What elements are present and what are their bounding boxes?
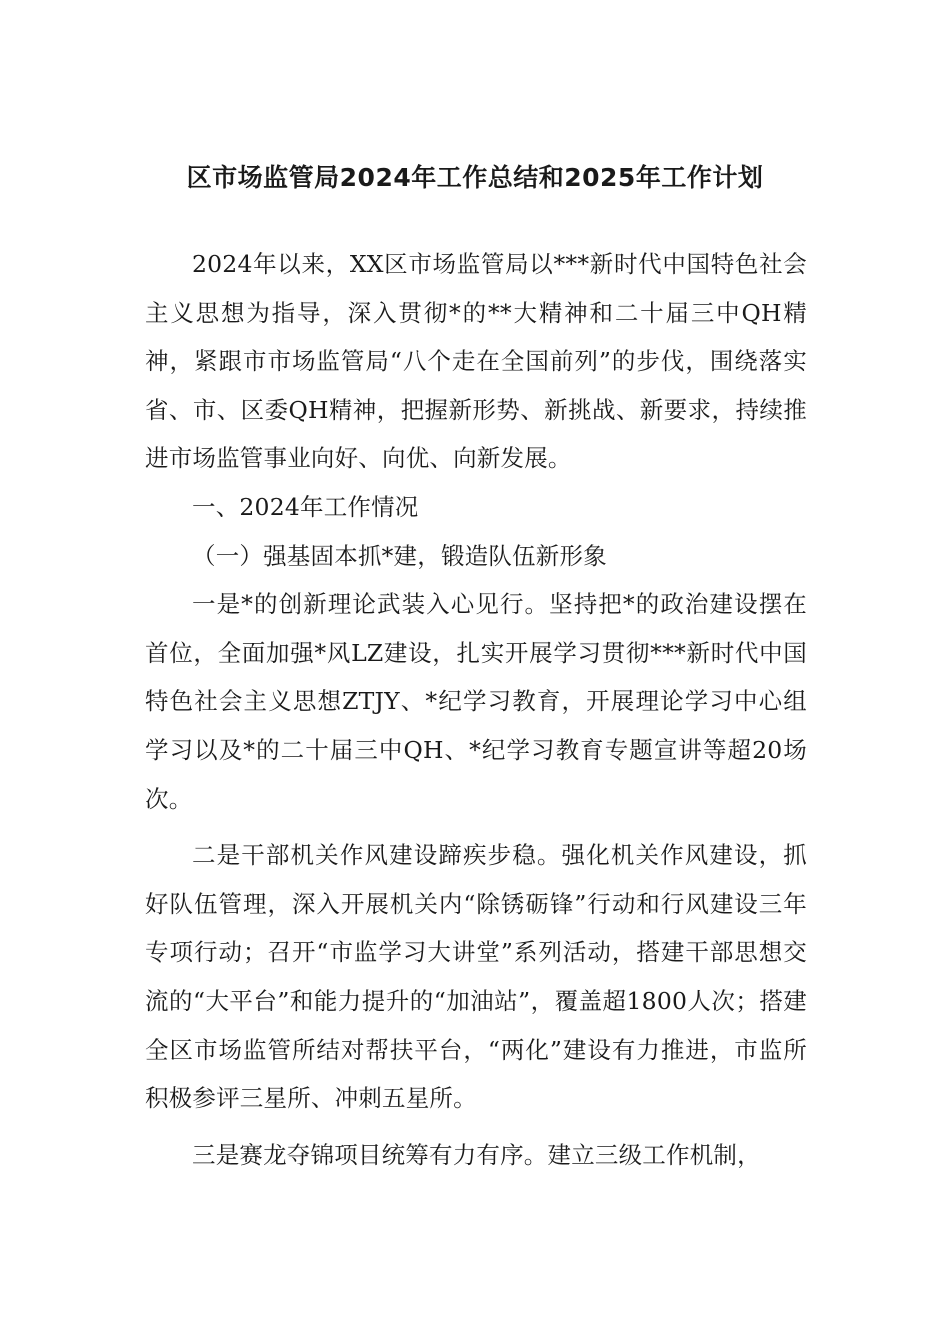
document-title: 区市场监管局2024年工作总结和2025年工作计划 bbox=[186, 163, 764, 192]
section-heading: 一、2024年工作情况 bbox=[192, 492, 419, 521]
body-paragraph: 三是赛龙夺锦项目统筹有力有序。建立三级工作机制， bbox=[192, 1140, 761, 1169]
subsection-heading: （一）强基固本抓*建，锻造队伍新形象 bbox=[192, 541, 607, 570]
document-body bbox=[145, 240, 807, 1179]
body-paragraph: 一是*的创新理论武装入心见行。坚持把*的政治建设摆在首位，全面加强*风LZ建设，扎实开展学习贯彻***新时代中国特色社会主义思想ZTJY、*纪学习教育，开展理论学习中心组学习以及*的二十届三中QH、*纪学习教育专题宣讲等超20场次。 bbox=[145, 590, 807, 813]
intro-paragraph: 2024年以来，XX区市场监管局以***新时代中国特色社会主义思想为指导，深入贯彻*的**大精神和二十届三中QH精神，紧跟市市场监管局“八个走在全国前列”的步伐，围绕落实省、市、区委QH精神，把握新形势、新挑战、新要求，持续推进市场监管事业向好、向优、向新发展。 bbox=[145, 250, 807, 473]
body-paragraph: 二是干部机关作风建设蹄疾步稳。强化机关作风建设，抓好队伍管理，深入开展机关内“除锈砺锋”行动和行风建设三年专项行动；召开“市监学习大讲堂”系列活动，搭建干部思想交流的“大平台”和能力提升的“加油站”，覆盖超1800人次；搭建全区市场监管所结对帮扶平台，“两化”建设有力推进，市监所积极参评三星所、冲刺五星所。 bbox=[145, 841, 807, 1113]
